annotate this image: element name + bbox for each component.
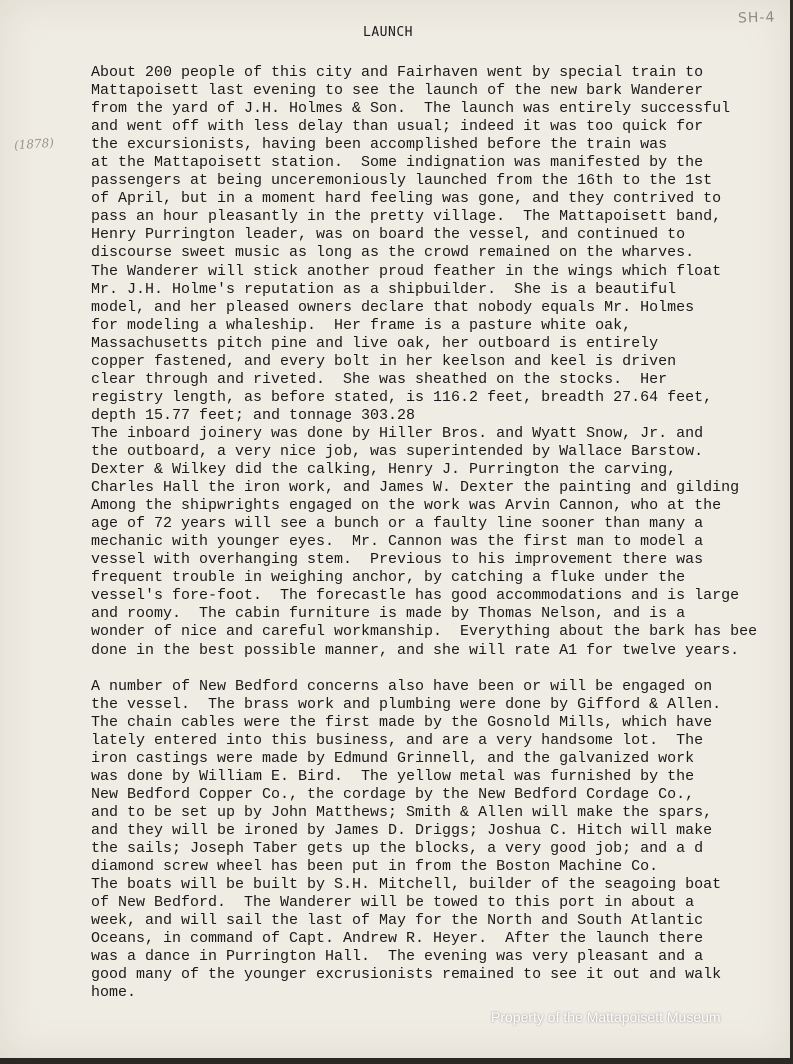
text-line: pass an hour pleasantly in the pretty village. The Mattapoisett band, [91,208,722,226]
text-line: Mr. J.H. Holme's reputation as a shipbuilder. She is a beautiful [91,280,677,298]
text-line: lately entered into this business, and are a very handsome lot. The [91,731,704,749]
text-line: of New Bedford. The Wanderer will be towed to this port in about a [91,894,695,912]
text-line: The chain cables were the first made by the Gosnold Mills, which have [91,713,713,731]
text-line: model, and her pleased owners declare that nobody equals Mr. Holmes [91,298,695,316]
paragraph-2 [91,678,790,1003]
text-line: mechanic with younger eyes. Mr. Cannon was the first man to model a [91,533,704,551]
text-line: diamond screw wheel has been put in from the Boston Machine Co. [91,858,659,876]
text-line: Henry Purrington leader, was on board the vessel, and continued to [91,226,686,244]
text-line: clear through and riveted. She was sheathed on the stocks. Her [91,370,668,388]
text-line: and roomy. The cabin furniture is made by Thomas Nelson, and is a [91,605,686,623]
text-line: of April, but in a moment hard feeling was gone, and they contrived to [91,190,722,208]
paragraph-gap [91,660,790,678]
text-line: from the yard of J.H. Holmes & Son. The launch was entirely successful [91,100,731,118]
paragraph-1 [91,64,790,660]
text-line: The inboard joinery was done by Hiller Bros. and Wyatt Snow, Jr. and [91,424,704,442]
text-line: copper fastened, and every bolt in her keelson and keel is driven [91,352,677,370]
text-line: the excursionists, having been accomplished before the train was [91,136,668,154]
text-line: and to be set up by John Matthews; Smith & Allen will make the spars, [91,803,713,821]
text-line: iron castings were made by Edmund Grinnell, and the galvanized work [91,749,695,767]
text-line: the outboard, a very nice job, was superintended by Wallace Barstow. [91,442,704,460]
text-line: Charles Hall the iron work, and James W. Dexter the painting and gilding [91,479,740,497]
museum-watermark: Property of the Mattapoisett Museum [491,1009,721,1025]
text-line: frequent trouble in weighing anchor, by catching a fluke under the [91,569,686,587]
text-line: vessel with overhanging stem. Previous to his improvement there was [91,551,704,569]
text-line: Oceans, in command of Capt. Andrew R. Heyer. After the launch there [91,930,704,948]
text-line: registry length, as before stated, is 116.2 feet, breadth 27.64 feet, [91,388,713,406]
text-line: About 200 people of this city and Fairhaven went by special train to [91,64,704,81]
text-line: the vessel. The brass work and plumbing were done by Gifford & Allen. [91,695,722,713]
text-line: Among the shipwrights engaged on the work was Arvin Cannon, who at the [91,497,722,515]
text-line: and went off with less delay than usual; indeed it was too quick for [91,118,704,136]
text-line: good many of the younger excrusionists remained to see it out and walk [91,966,722,984]
text-line: A number of New Bedford concerns also have been or will be engaged on [91,677,713,695]
text-line: Massachusetts pitch pine and live oak, her outboard is entirely [91,334,659,352]
text-line: was a dance in Purrington Hall. The evening was very pleasant and a [91,948,704,966]
text-line: was done by William E. Bird. The yellow metal was furnished by the [91,767,695,785]
document-title: LAUNCH [363,25,413,40]
text-line: at the Mattapoisett station. Some indignation was manifested by the [91,154,704,172]
text-line: passengers at being unceremoniously launched from the 16th to the 1st [91,172,713,190]
text-line: wonder of nice and careful workmanship. Everything about the bark has bee [91,623,758,641]
handwritten-margin-note: (1878) [13,135,55,153]
text-line: Dexter & Wilkey did the calking, Henry J. Purrington the carving, [91,461,677,479]
text-line: week, and will sail the last of May for the North and South Atlantic [91,912,704,930]
article-body [91,64,790,1002]
text-line: done in the best possible manner, and she will rate A1 for twelve years. [91,641,740,659]
text-line: Mattapoisett last evening to see the launch of the new bark Wanderer [91,82,704,100]
handwritten-corner-mark: SH-4 [737,9,776,27]
text-line: discourse sweet music as long as the crowd remained on the wharves. [91,244,695,262]
text-line: for modeling a whaleship. Her frame is a pasture white oak, [91,316,632,334]
text-line: age of 72 years will see a bunch or a faulty line sooner than many a [91,515,704,533]
text-line: The Wanderer will stick another proud feather in the wings which float [91,262,722,280]
text-line: and they will be ironed by James D. Driggs; Joshua C. Hitch will make [91,821,713,839]
text-line: the sails; Joseph Taber gets up the blocks, a very good job; and a d [91,839,704,857]
text-line: New Bedford Copper Co., the cordage by the New Bedford Cordage Co., [91,785,695,803]
text-line: vessel's fore-foot. The forecastle has good accommodations and is large [91,587,740,605]
text-line: home. [91,984,137,1002]
text-line: depth 15.77 feet; and tonnage 303.28 [91,406,416,424]
text-line: The boats will be built by S.H. Mitchell, builder of the seagoing boat [91,876,722,894]
